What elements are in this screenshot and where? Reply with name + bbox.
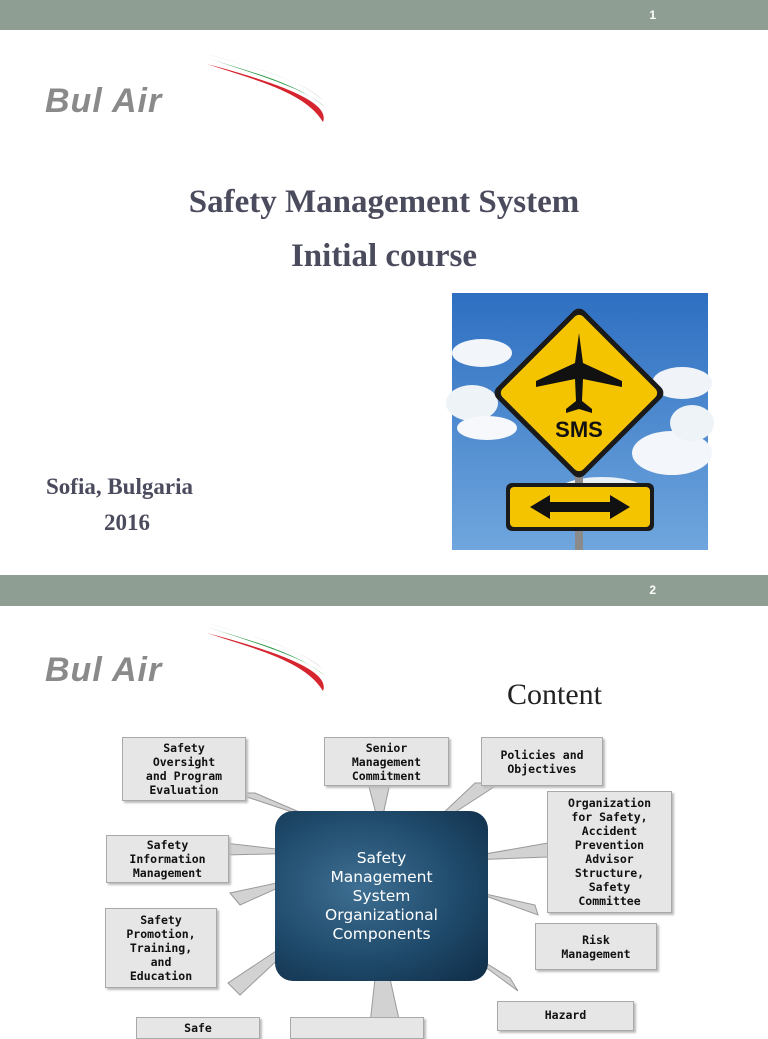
bul-air-logo — [45, 52, 335, 132]
flag-swoosh-icon — [195, 621, 330, 701]
location-text: Sofia, Bulgaria — [46, 474, 193, 499]
presentation-title: Safety Management System — [188, 184, 580, 220]
component-box-safety-oversight: Safety Oversight and Program Evaluation — [122, 737, 246, 801]
content-heading: Content — [507, 678, 602, 711]
flag-swoosh-icon — [195, 52, 330, 132]
component-box-policies-objectives: Policies and Objectives — [481, 737, 603, 786]
page-number: 1 — [649, 8, 656, 22]
component-box-organization-safety: Organization for Safety, Accident Prevention Advisor Structure, Safety Committee — [547, 791, 672, 913]
component-box-bottom-center — [290, 1017, 424, 1039]
slide-header-bar — [0, 0, 768, 30]
component-box-safety-information: Safety Information Management — [106, 835, 229, 883]
sms-center-node: Safety Management System Organizational Components — [275, 811, 488, 981]
component-box-hazard: Hazard — [497, 1001, 634, 1031]
sign-label: SMS — [555, 417, 603, 442]
logo-text: Bul Air — [45, 651, 163, 689]
slide-2 — [0, 575, 768, 1035]
component-box-bottom-left: Safe — [136, 1017, 260, 1039]
component-box-safety-promotion: Safety Promotion, Training, and Education — [105, 908, 217, 988]
sms-road-sign-image — [452, 293, 708, 550]
bul-air-logo — [45, 621, 335, 701]
logo-text: Bul Air — [45, 82, 163, 120]
component-box-risk-management: Risk Management — [535, 923, 657, 970]
component-box-senior-management: Senior Management Commitment — [324, 737, 449, 786]
year-text: 2016 — [104, 510, 150, 535]
presentation-subtitle: Initial course — [290, 238, 478, 274]
page-number: 2 — [649, 583, 656, 597]
sms-components-diagram — [100, 733, 680, 1035]
slide-header-bar — [0, 575, 768, 606]
